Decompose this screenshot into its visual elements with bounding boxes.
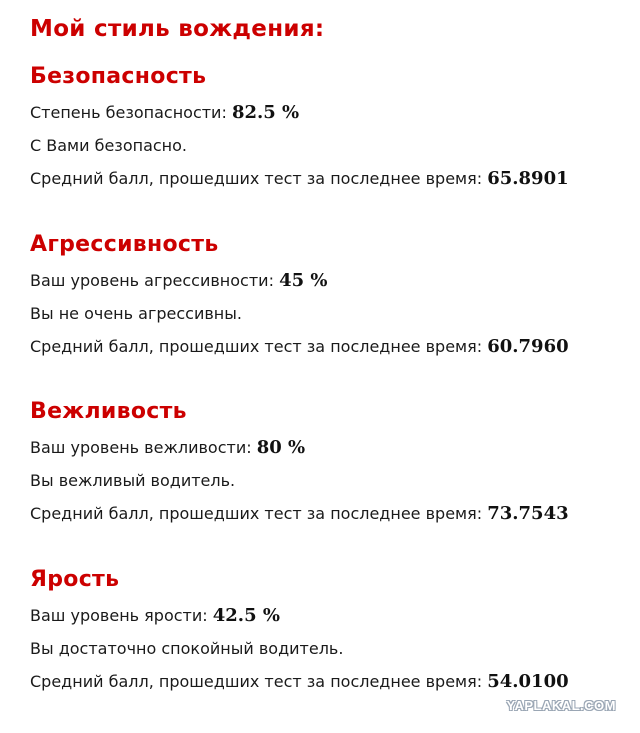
level-value: 42.5 % [212,605,280,626]
section-heading: Агрессивность [30,232,219,257]
section-heading: Вежливость [30,399,187,424]
level-line [30,270,630,303]
average-line [30,336,630,369]
average-value: 65.8901 [487,168,569,189]
average-value: 60.7960 [487,336,569,357]
section-aggression [30,232,630,369]
watermark: YAPLAKAL.COM [506,698,616,713]
level-line [30,437,630,470]
level-label: Ваш уровень ярости: [30,606,208,625]
average-value: 54.0100 [487,671,569,692]
level-value: 45 % [279,270,328,291]
average-label: Средний балл, прошедших тест за последнее время: [30,169,483,188]
section-heading: Безопасность [30,64,207,89]
section-rage [30,567,630,704]
level-label: Ваш уровень вежливости: [30,438,252,457]
comment-line: Вы достаточно спокойный водитель. [30,639,344,658]
level-value: 82.5 % [231,102,300,123]
comment-line: С Вами безопасно. [30,136,187,155]
level-label: Степень безопасности: [30,103,227,122]
section-politeness [30,399,630,536]
comment-line: Вы не очень агрессивны. [30,304,242,323]
average-line [30,503,630,536]
section-heading: Ярость [30,567,120,592]
comment-line: Вы вежливый водитель. [30,471,236,490]
section-safety [30,64,630,201]
average-label: Средний балл, прошедших тест за последнее время: [30,504,483,523]
level-line [30,605,630,638]
average-label: Средний балл, прошедших тест за последнее время: [30,337,483,356]
average-label: Средний балл, прошедших тест за последнее время: [30,672,483,691]
level-value: 80 % [256,437,306,458]
level-line [30,102,630,135]
average-line [30,168,630,201]
page-title: Мой стиль вождения: [30,16,325,42]
average-value: 73.7543 [487,503,569,524]
level-label: Ваш уровень агрессивности: [30,271,274,290]
